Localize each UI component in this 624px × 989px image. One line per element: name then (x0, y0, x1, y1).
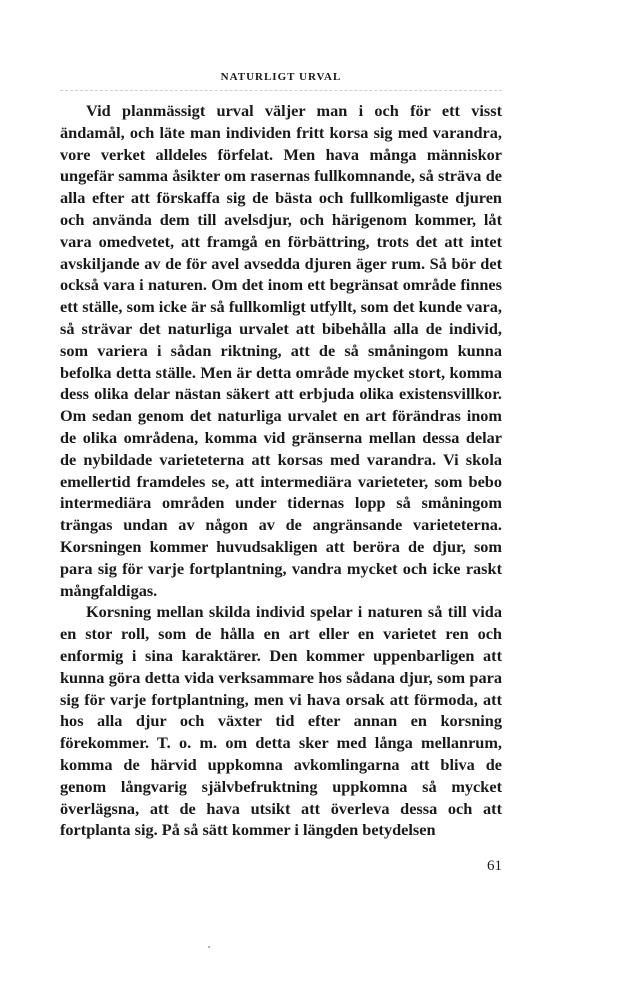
main-text (60, 100, 502, 841)
running-title: NATURLIGT URVAL (220, 71, 342, 83)
scan-speck (208, 946, 210, 948)
paragraph-2: Korsning mellan skilda individ spelar i naturen så till vida en stor roll, som de hålla en art eller en varietet ren och enformig i sina karaktärer. Den kommer uppenbarligen att kunna göra detta vida verksammare hos sådana djur, som para sig för varje fortplantning, men vi hava orsak att förmoda, att hos alla djur och växter tid efter annan en korsning förekommer. T. o. m. om detta sker med långa mellanrum, komma de härvid uppkomna avkomlingarna att bliva de genom långvarig självbefruktning uppkomna så mycket överlägsna, att de hava utsikt att överleva dessa och att fortplanta sig. På så sätt kommer i längden betydelsen (60, 602, 502, 840)
paragraph-1: Vid planmässigt urval väljer man i och för ett visst ändamål, och läte man individen fritt korsa sig med varandra, vore verket alldeles förfelat. Men hava många människor ungefär samma åsikter om rasernas fullkomnande, så sträva de alla efter att förskaffa sig de bästa och fullkomligaste djuren och använda dem till avelsdjur, och härigenom kommer, låt vara omedvetet, att framgå en förbättring, trots det att intet avskiljande av de för avel avsedda djuren äger rum. Så bör det också vara i naturen. Om det inom ett begränsat område finnes ett ställe, som icke är så fullkomligt utfyllt, som det kunde vara, så strävar det naturliga urvalet att bibehålla alla de individ, som variera i sådan riktning, att de så småningom kunna befolka detta ställe. Men är detta område mycket stort, komma dess olika delar nästan säkert att erbjuda olika existensvillkor. Om sedan genom det naturliga urvalet en art förändras inom de olika områdena, komma vid gränserna mellan dessa delar de nybildade varieteterna att korsas med varandra. Vi skola emellertid framdeles se, att intermediära varieteter, som bebo intermediära områden under tidernas lopp så småningom trängas undan av någon av de angränsande varieteterna. Korsningen kommer huvudsakligen att beröra de djur, som para sig för varje fortplantning, vandra mycket och icke raskt mångfaldigas. (60, 101, 502, 600)
page-number: 61 (487, 858, 502, 874)
header-rule (60, 90, 502, 91)
